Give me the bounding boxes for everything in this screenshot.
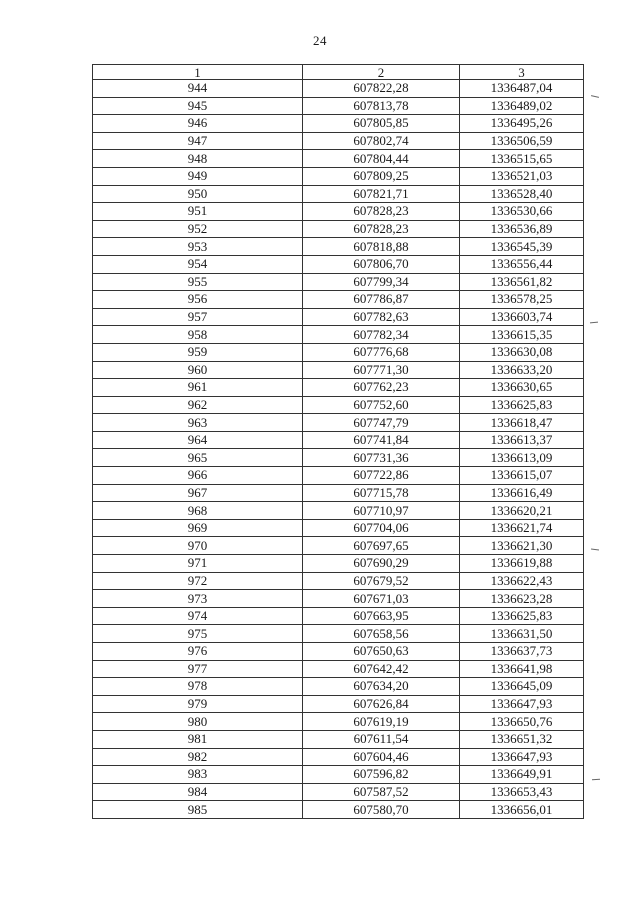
cell-point-number: 948 bbox=[93, 150, 303, 168]
cell-x-coordinate: 607611,54 bbox=[303, 730, 460, 748]
cell-x-coordinate: 607821,71 bbox=[303, 185, 460, 203]
cell-y-coordinate: 1336630,65 bbox=[460, 379, 584, 397]
cell-point-number: 979 bbox=[93, 695, 303, 713]
table-row bbox=[93, 255, 584, 273]
cell-point-number: 945 bbox=[93, 97, 303, 115]
cell-point-number: 953 bbox=[93, 238, 303, 256]
table-row bbox=[93, 660, 584, 678]
cell-point-number: 962 bbox=[93, 396, 303, 414]
cell-point-number: 949 bbox=[93, 167, 303, 185]
cell-x-coordinate: 607604,46 bbox=[303, 748, 460, 766]
table-row bbox=[93, 203, 584, 221]
cell-x-coordinate: 607828,23 bbox=[303, 203, 460, 221]
cell-y-coordinate: 1336506,59 bbox=[460, 132, 584, 150]
cell-point-number: 976 bbox=[93, 643, 303, 661]
cell-y-coordinate: 1336621,74 bbox=[460, 519, 584, 537]
cell-x-coordinate: 607762,23 bbox=[303, 379, 460, 397]
table-row bbox=[93, 273, 584, 291]
cell-point-number: 984 bbox=[93, 783, 303, 801]
cell-x-coordinate: 607642,42 bbox=[303, 660, 460, 678]
table-row bbox=[93, 132, 584, 150]
cell-y-coordinate: 1336649,91 bbox=[460, 766, 584, 784]
cell-point-number: 967 bbox=[93, 484, 303, 502]
table-row bbox=[93, 730, 584, 748]
cell-point-number: 983 bbox=[93, 766, 303, 784]
table-row bbox=[93, 291, 584, 309]
table-row bbox=[93, 502, 584, 520]
cell-y-coordinate: 1336637,73 bbox=[460, 643, 584, 661]
table-row bbox=[93, 748, 584, 766]
cell-x-coordinate: 607752,60 bbox=[303, 396, 460, 414]
cell-point-number: 963 bbox=[93, 414, 303, 432]
cell-y-coordinate: 1336650,76 bbox=[460, 713, 584, 731]
cell-x-coordinate: 607690,29 bbox=[303, 555, 460, 573]
cell-y-coordinate: 1336545,39 bbox=[460, 238, 584, 256]
table-row bbox=[93, 783, 584, 801]
cell-x-coordinate: 607782,34 bbox=[303, 326, 460, 344]
cell-x-coordinate: 607650,63 bbox=[303, 643, 460, 661]
table-row bbox=[93, 238, 584, 256]
cell-y-coordinate: 1336625,83 bbox=[460, 396, 584, 414]
table-row bbox=[93, 115, 584, 133]
cell-x-coordinate: 607704,06 bbox=[303, 519, 460, 537]
cell-point-number: 981 bbox=[93, 730, 303, 748]
cell-x-coordinate: 607741,84 bbox=[303, 431, 460, 449]
cell-x-coordinate: 607799,34 bbox=[303, 273, 460, 291]
cell-point-number: 969 bbox=[93, 519, 303, 537]
scan-mark bbox=[591, 548, 599, 550]
table-row bbox=[93, 379, 584, 397]
table-row bbox=[93, 361, 584, 379]
cell-x-coordinate: 607809,25 bbox=[303, 167, 460, 185]
cell-y-coordinate: 1336489,02 bbox=[460, 97, 584, 115]
header-row bbox=[93, 65, 584, 80]
cell-x-coordinate: 607806,70 bbox=[303, 255, 460, 273]
cell-x-coordinate: 607619,19 bbox=[303, 713, 460, 731]
cell-y-coordinate: 1336578,25 bbox=[460, 291, 584, 309]
table-row bbox=[93, 150, 584, 168]
table-row bbox=[93, 467, 584, 485]
column-header-2: 2 bbox=[303, 65, 460, 80]
cell-point-number: 966 bbox=[93, 467, 303, 485]
cell-y-coordinate: 1336641,98 bbox=[460, 660, 584, 678]
cell-y-coordinate: 1336603,74 bbox=[460, 308, 584, 326]
cell-x-coordinate: 607813,78 bbox=[303, 97, 460, 115]
cell-x-coordinate: 607731,36 bbox=[303, 449, 460, 467]
cell-y-coordinate: 1336556,44 bbox=[460, 255, 584, 273]
table-row bbox=[93, 555, 584, 573]
table-row bbox=[93, 678, 584, 696]
table-row bbox=[93, 308, 584, 326]
table-row bbox=[93, 484, 584, 502]
cell-point-number: 946 bbox=[93, 115, 303, 133]
cell-point-number: 964 bbox=[93, 431, 303, 449]
cell-y-coordinate: 1336620,21 bbox=[460, 502, 584, 520]
table-row bbox=[93, 625, 584, 643]
table-row bbox=[93, 607, 584, 625]
cell-y-coordinate: 1336653,43 bbox=[460, 783, 584, 801]
cell-y-coordinate: 1336495,26 bbox=[460, 115, 584, 133]
cell-point-number: 947 bbox=[93, 132, 303, 150]
table-header bbox=[93, 65, 584, 80]
cell-y-coordinate: 1336618,47 bbox=[460, 414, 584, 432]
table-row bbox=[93, 220, 584, 238]
table-row bbox=[93, 343, 584, 361]
table-row bbox=[93, 572, 584, 590]
cell-x-coordinate: 607715,78 bbox=[303, 484, 460, 502]
scan-mark bbox=[592, 779, 600, 781]
cell-y-coordinate: 1336530,66 bbox=[460, 203, 584, 221]
cell-x-coordinate: 607747,79 bbox=[303, 414, 460, 432]
cell-point-number: 950 bbox=[93, 185, 303, 203]
cell-point-number: 973 bbox=[93, 590, 303, 608]
cell-x-coordinate: 607771,30 bbox=[303, 361, 460, 379]
cell-x-coordinate: 607802,74 bbox=[303, 132, 460, 150]
cell-y-coordinate: 1336619,88 bbox=[460, 555, 584, 573]
cell-x-coordinate: 607634,20 bbox=[303, 678, 460, 696]
cell-point-number: 965 bbox=[93, 449, 303, 467]
cell-x-coordinate: 607580,70 bbox=[303, 801, 460, 819]
scan-mark bbox=[591, 95, 599, 98]
cell-x-coordinate: 607822,28 bbox=[303, 80, 460, 98]
table-row bbox=[93, 537, 584, 555]
cell-point-number: 961 bbox=[93, 379, 303, 397]
cell-y-coordinate: 1336536,89 bbox=[460, 220, 584, 238]
cell-point-number: 959 bbox=[93, 343, 303, 361]
cell-y-coordinate: 1336615,07 bbox=[460, 467, 584, 485]
table-row bbox=[93, 326, 584, 344]
table-row bbox=[93, 590, 584, 608]
coordinates-table bbox=[92, 64, 584, 819]
cell-y-coordinate: 1336561,82 bbox=[460, 273, 584, 291]
cell-point-number: 980 bbox=[93, 713, 303, 731]
cell-x-coordinate: 607804,44 bbox=[303, 150, 460, 168]
table-row bbox=[93, 713, 584, 731]
cell-point-number: 972 bbox=[93, 572, 303, 590]
page-number: 24 bbox=[313, 33, 327, 48]
cell-point-number: 952 bbox=[93, 220, 303, 238]
cell-y-coordinate: 1336521,03 bbox=[460, 167, 584, 185]
table-row bbox=[93, 519, 584, 537]
cell-x-coordinate: 607710,97 bbox=[303, 502, 460, 520]
cell-point-number: 971 bbox=[93, 555, 303, 573]
cell-x-coordinate: 607671,03 bbox=[303, 590, 460, 608]
cell-x-coordinate: 607828,23 bbox=[303, 220, 460, 238]
cell-y-coordinate: 1336645,09 bbox=[460, 678, 584, 696]
cell-y-coordinate: 1336616,49 bbox=[460, 484, 584, 502]
cell-point-number: 951 bbox=[93, 203, 303, 221]
cell-y-coordinate: 1336625,83 bbox=[460, 607, 584, 625]
cell-point-number: 958 bbox=[93, 326, 303, 344]
table-row bbox=[93, 185, 584, 203]
table-row bbox=[93, 766, 584, 784]
cell-y-coordinate: 1336487,04 bbox=[460, 80, 584, 98]
cell-y-coordinate: 1336656,01 bbox=[460, 801, 584, 819]
cell-x-coordinate: 607697,65 bbox=[303, 537, 460, 555]
cell-y-coordinate: 1336630,08 bbox=[460, 343, 584, 361]
column-header-1: 1 bbox=[93, 65, 303, 80]
cell-point-number: 982 bbox=[93, 748, 303, 766]
cell-x-coordinate: 607679,52 bbox=[303, 572, 460, 590]
cell-y-coordinate: 1336613,37 bbox=[460, 431, 584, 449]
table-row bbox=[93, 431, 584, 449]
cell-x-coordinate: 607786,87 bbox=[303, 291, 460, 309]
cell-point-number: 975 bbox=[93, 625, 303, 643]
cell-y-coordinate: 1336623,28 bbox=[460, 590, 584, 608]
cell-x-coordinate: 607663,95 bbox=[303, 607, 460, 625]
cell-point-number: 970 bbox=[93, 537, 303, 555]
cell-y-coordinate: 1336647,93 bbox=[460, 748, 584, 766]
cell-point-number: 955 bbox=[93, 273, 303, 291]
table-row bbox=[93, 80, 584, 98]
cell-point-number: 977 bbox=[93, 660, 303, 678]
column-header-3: 3 bbox=[460, 65, 584, 80]
cell-x-coordinate: 607818,88 bbox=[303, 238, 460, 256]
table-row bbox=[93, 396, 584, 414]
cell-y-coordinate: 1336633,20 bbox=[460, 361, 584, 379]
scan-mark bbox=[590, 322, 598, 324]
cell-point-number: 960 bbox=[93, 361, 303, 379]
cell-point-number: 978 bbox=[93, 678, 303, 696]
cell-point-number: 985 bbox=[93, 801, 303, 819]
cell-point-number: 956 bbox=[93, 291, 303, 309]
table-row bbox=[93, 643, 584, 661]
cell-x-coordinate: 607722,86 bbox=[303, 467, 460, 485]
cell-point-number: 957 bbox=[93, 308, 303, 326]
cell-y-coordinate: 1336651,32 bbox=[460, 730, 584, 748]
cell-y-coordinate: 1336515,65 bbox=[460, 150, 584, 168]
cell-y-coordinate: 1336528,40 bbox=[460, 185, 584, 203]
cell-point-number: 968 bbox=[93, 502, 303, 520]
cell-y-coordinate: 1336621,30 bbox=[460, 537, 584, 555]
cell-y-coordinate: 1336631,50 bbox=[460, 625, 584, 643]
cell-y-coordinate: 1336622,43 bbox=[460, 572, 584, 590]
cell-point-number: 944 bbox=[93, 80, 303, 98]
cell-point-number: 954 bbox=[93, 255, 303, 273]
cell-x-coordinate: 607805,85 bbox=[303, 115, 460, 133]
table-row bbox=[93, 167, 584, 185]
cell-x-coordinate: 607776,68 bbox=[303, 343, 460, 361]
cell-y-coordinate: 1336613,09 bbox=[460, 449, 584, 467]
cell-x-coordinate: 607626,84 bbox=[303, 695, 460, 713]
table-row bbox=[93, 414, 584, 432]
table-row bbox=[93, 695, 584, 713]
cell-x-coordinate: 607658,56 bbox=[303, 625, 460, 643]
cell-x-coordinate: 607782,63 bbox=[303, 308, 460, 326]
table-body bbox=[93, 80, 584, 819]
cell-point-number: 974 bbox=[93, 607, 303, 625]
table-row bbox=[93, 449, 584, 467]
cell-x-coordinate: 607596,82 bbox=[303, 766, 460, 784]
cell-y-coordinate: 1336647,93 bbox=[460, 695, 584, 713]
cell-x-coordinate: 607587,52 bbox=[303, 783, 460, 801]
table-row bbox=[93, 801, 584, 819]
table-row bbox=[93, 97, 584, 115]
cell-y-coordinate: 1336615,35 bbox=[460, 326, 584, 344]
